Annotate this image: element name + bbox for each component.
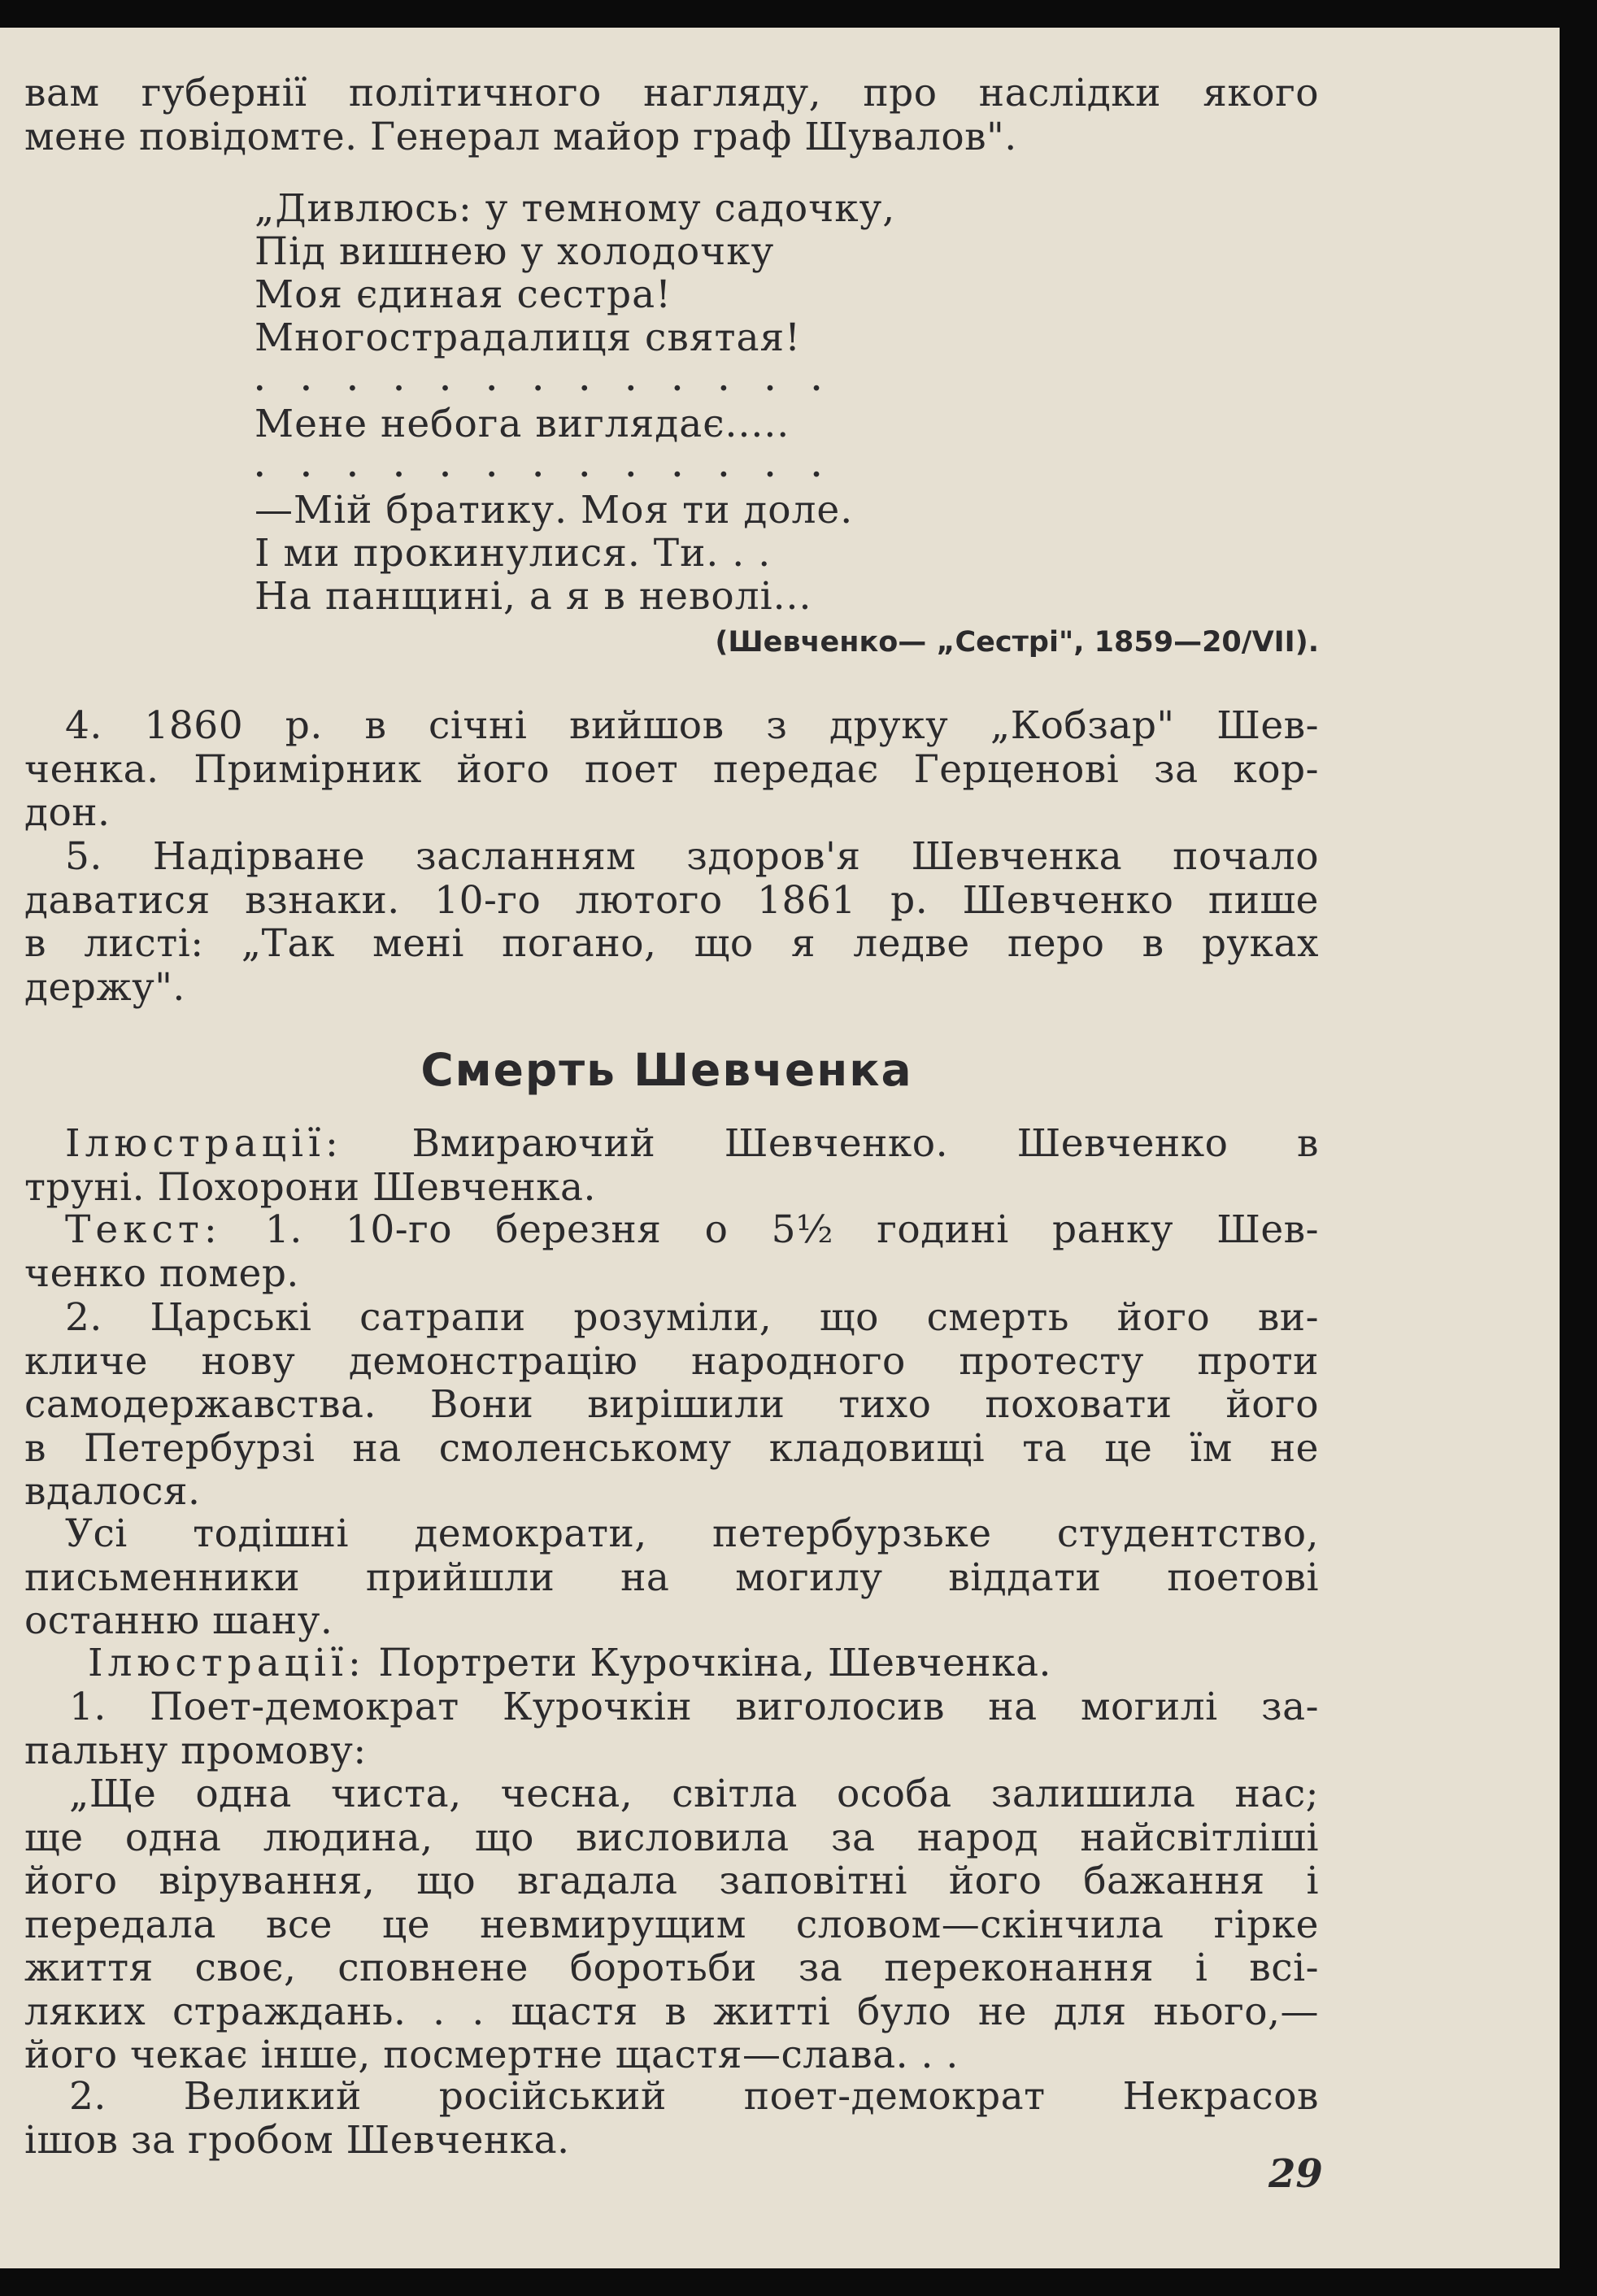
text-line [24, 1122, 1319, 1166]
paragraph-5 [24, 835, 1319, 1009]
book-page [0, 28, 1560, 2268]
text-line: ченка. Примірник його поет передає Герценові за кор- [24, 746, 1319, 792]
text-line: мене повідомте. Генерал майор граф Шувалов". [24, 114, 1017, 159]
text-span: 1. 10-го березня о 5½ годині ранку Шев- [221, 1207, 1319, 1252]
text-line: ляких страждань. . . щастя в житті було не для нього,— [24, 1989, 1319, 2034]
text-line: в листі: „Так мені погано, що я ледве перо в руках [24, 921, 1319, 966]
text-line [24, 1208, 1319, 1252]
text-label: Текст: [65, 1207, 222, 1252]
poem-line: І ми прокинулися. Ти. . . [255, 531, 772, 576]
text-line: вдалося. [24, 1469, 201, 1514]
paragraph-4 [24, 704, 1319, 835]
speech-quote [24, 1772, 1319, 2077]
ellipsis-row: . . . . . . . . . . . . . [255, 450, 835, 484]
illustrations-paragraph-1 [24, 1122, 1319, 1209]
poem-line: Мене небога виглядає..... [255, 402, 790, 446]
illustrations-paragraph-2 [24, 1642, 1319, 1685]
poem-line: „Дивлюсь: у темному садочку, [255, 186, 896, 231]
paragraph-tsar [24, 1296, 1319, 1514]
illustrations-label: Ілюстрації: [65, 1121, 343, 1166]
text-span: Вмираючий Шевченко. Шевченко в [342, 1121, 1319, 1166]
text-line: 4. 1860 р. в січні вийшов з друку „Кобзар" Шев- [65, 703, 1319, 748]
page-number: 29 [1268, 2151, 1323, 2197]
text-line: даватися взнаки. 10-го лютого 1861 р. Шевченко пише [24, 877, 1319, 923]
paragraph-democrats [24, 1512, 1319, 1643]
text-line: останню шану. [24, 1598, 333, 1643]
top-paragraph [24, 72, 1319, 159]
text-line: життя своє, сповнене боротьби за переконання і всі- [24, 1946, 1319, 1990]
poem-quote [255, 187, 986, 618]
text-line: самодержавства. Вони вирішили тихо поховати його [24, 1382, 1319, 1427]
text-line: в Петербурзі на смоленському кладовищі та це їм не [24, 1425, 1319, 1471]
paragraph-kurochkin [24, 1685, 1319, 1772]
text-paragraph-1 [24, 1208, 1319, 1295]
text-line: 2. Великий російський поет-демократ Некрасов [69, 2074, 1319, 2119]
text-line: ченко помер. [24, 1250, 299, 1296]
illustrations-label: Ілюстрації: [88, 1641, 366, 1685]
section-heading: Смерть Шевченка [420, 1044, 913, 1096]
text-line: „Ще одна чиста, чесна, світла особа залишила нас; [69, 1772, 1319, 1816]
text-line: 5. Надірване засланням здоров'я Шевченка почало [65, 834, 1319, 879]
ellipsis-row: . . . . . . . . . . . . . [255, 363, 835, 398]
poem-source: (Шевченко— „Сестрі", 1859—20/VII). [715, 626, 1319, 659]
text-line: 2. Царські сатрапи розуміли, що смерть його ви- [65, 1295, 1319, 1340]
text-line: письменники прийшли на могилу віддати поетові [24, 1555, 1319, 1600]
poem-line: Під вишнею у холодочку [255, 229, 775, 274]
text-line: Усі тодішні демократи, петербурзьке студентство, [65, 1511, 1319, 1556]
text-line: його вірування, що вгадала заповітні його бажання і [24, 1859, 1319, 1903]
text-line: його чекає інше, посмертне щастя—слава. . . [24, 2033, 959, 2077]
poem-line: Многострадалиця святая! [255, 315, 802, 360]
poem-line: На панщині, а я в неволі... [255, 574, 812, 619]
text-line: дон. [24, 790, 111, 835]
text-line: пальну промову: [24, 1728, 367, 1773]
text-line: труні. Похорони Шевченка. [24, 1164, 596, 1210]
text-line: держу". [24, 964, 185, 1010]
text-line: ще одна людина, що висловила за народ найсвітліші [24, 1815, 1319, 1860]
text-line: 1. Поет-демократ Курочкін виголосив на могилі за- [69, 1685, 1319, 1729]
text-line: кличе нову демонстрацію народного протесту проти [24, 1338, 1319, 1384]
text-line: вам губернії політичного нагляду, про наслідки якого [24, 71, 1319, 115]
poem-line: —Мій братику. Моя ти доле. [255, 488, 854, 533]
text-span: Портрети Курочкіна, Шевченка. [365, 1641, 1051, 1685]
paragraph-nekrasov [24, 2075, 1319, 2162]
text-line: передала все це невмирущим словом—скінчила гірке [24, 1902, 1319, 1947]
poem-line: Моя єдиная сестра! [255, 272, 672, 317]
text-line: ішов за гробом Шевченка. [24, 2117, 570, 2163]
text-line [24, 1642, 1319, 1685]
